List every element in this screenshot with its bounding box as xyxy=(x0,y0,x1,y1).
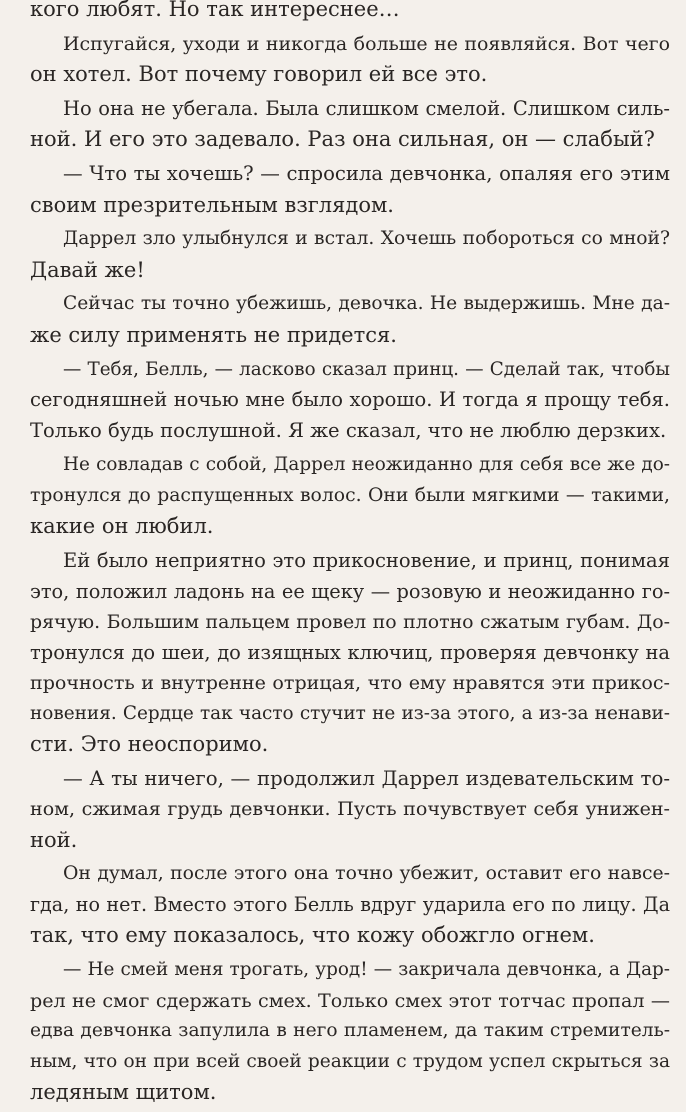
text-line: Даррел зло улыбнулся и встал. Хочешь побороться со мной? xyxy=(63,228,670,250)
text-line: Ей было неприятно это прикосновение, и принц, понимая xyxy=(63,549,670,572)
text-line: — Тебя, Белль, — ласково сказал принц. — Сделай так, чтобы xyxy=(63,358,670,380)
text-line: своим презрительным взглядом. xyxy=(30,192,394,217)
text-line: — Что ты хочешь? — спросила девчонка, опаляя его этим xyxy=(63,162,670,186)
text-line: Он думал, после этого она точно убежит, оставит его навсе- xyxy=(63,863,670,885)
paragraph xyxy=(30,0,670,25)
paragraph xyxy=(30,450,670,542)
paragraph xyxy=(30,94,670,155)
paragraph xyxy=(30,955,670,1108)
text-line: новения. Сердце так часто стучит не из-за этого, а из-за ненави- xyxy=(30,702,670,724)
text-line: — А ты ничего, — продолжил Даррел издевательским то- xyxy=(63,766,670,790)
text-line: тронулся до шеи, до изящных ключиц, проверяя девчонку на xyxy=(30,640,670,664)
paragraph xyxy=(30,546,670,760)
paragraph xyxy=(30,859,670,951)
text-line: рел не смог сдержать смех. Только смех этот тотчас пропал — xyxy=(30,989,670,1012)
text-line: это, положил ладонь на ее щеку — розовую и неожиданно го- xyxy=(30,579,670,603)
text-line: Давай же! xyxy=(30,257,145,282)
text-line: так, что ему показалось, что кожу обожгло огнем. xyxy=(30,923,595,948)
text-line: гда, но нет. Вместо этого Белль вдруг ударила его по лицу. Да xyxy=(30,892,670,916)
text-line: ледяным щитом. xyxy=(30,1080,217,1105)
text-line: прочность и внутренне отрицая, что ему нравятся эти прикос- xyxy=(30,672,670,694)
book-page-text xyxy=(30,0,670,1112)
text-line: ным, что он при всей своей реакции с трудом успел скрыться за xyxy=(30,1050,670,1072)
text-line: ной. И его это задевало. Раз она сильная, он — слабый? xyxy=(30,127,655,152)
text-line: кого любят. Но так интереснее… xyxy=(30,0,400,21)
text-line: сегодняшней ночью мне было хорошо. И тогда я прощу тебя. xyxy=(30,388,670,412)
text-line: Не совладав с собой, Даррел неожиданно для себя все же до- xyxy=(63,454,670,476)
text-line: Испугайся, уходи и никогда больше не появляйся. Вот чего xyxy=(63,32,670,55)
text-line: какие он любил. xyxy=(30,514,214,539)
text-line: же силу применять не придется. xyxy=(30,322,397,347)
text-line: едва девчонка запулила в него пламенем, да таким стремитель- xyxy=(30,1020,670,1042)
paragraph xyxy=(30,159,670,220)
paragraph xyxy=(30,29,670,90)
text-line: рячую. Большим пальцем провел по плотно сжатым губам. До- xyxy=(30,611,670,633)
text-line: — Не смей меня трогать, урод! — закричала девчонка, а Дар- xyxy=(63,959,670,981)
paragraph xyxy=(30,355,670,447)
text-line: сти. Это неоспоримо. xyxy=(30,732,269,756)
text-line: ном, сжимая грудь девчонки. Пусть почувствует себя унижен- xyxy=(30,798,670,821)
text-line: Но она не убегала. Была слишком смелой. Слишком силь- xyxy=(63,96,670,120)
paragraph xyxy=(30,289,670,350)
text-line: тронулся до распущенных волос. Они были мягкими — такими, xyxy=(30,484,670,506)
text-line: Только будь послушной. Я же сказал, что не люблю дерзких. xyxy=(30,418,667,442)
paragraph xyxy=(30,764,670,856)
paragraph xyxy=(30,224,670,285)
text-line: ной. xyxy=(30,827,78,852)
text-line: Сейчас ты точно убежишь, девочка. Не выдержишь. Мне да- xyxy=(63,293,670,315)
text-line: он хотел. Вот почему говорил ей все это. xyxy=(30,62,488,87)
